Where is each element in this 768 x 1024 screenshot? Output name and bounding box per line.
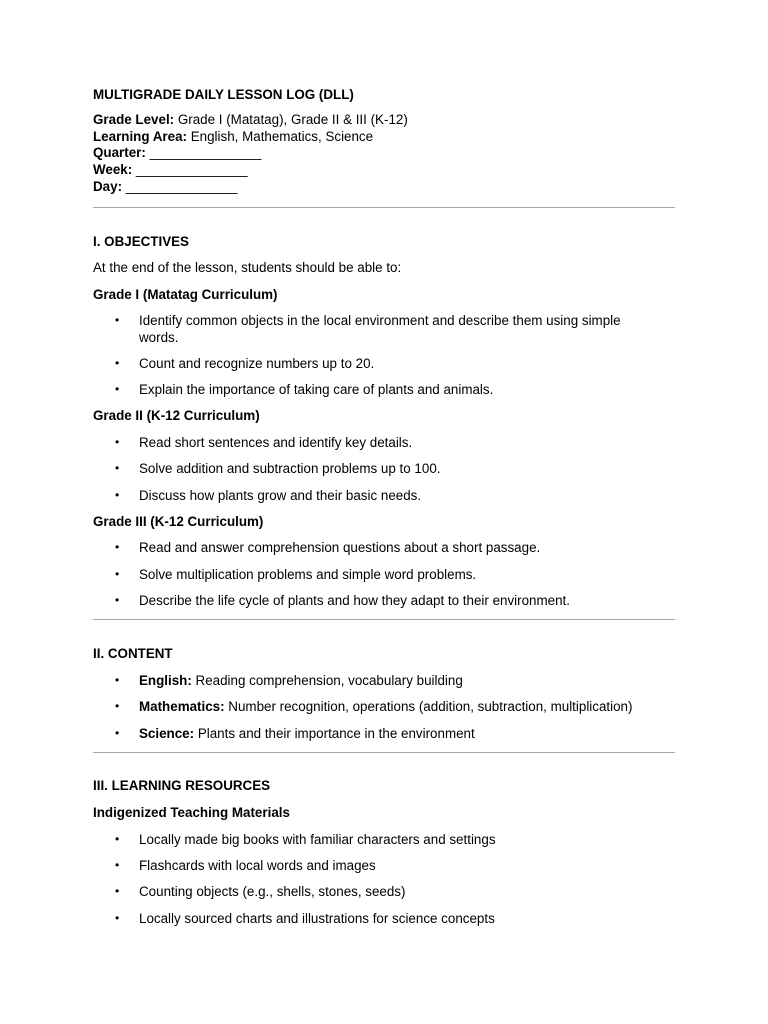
- objectives-intro: At the end of the lesson, students should be able to:: [93, 260, 402, 275]
- resources-subheading: Indigenized Teaching Materials: [93, 805, 290, 820]
- bullet-icon: •: [115, 382, 120, 396]
- grade3-heading: Grade III (K-12 Curriculum): [93, 514, 264, 529]
- content-science-label: Science:: [139, 726, 195, 741]
- section-divider: [93, 619, 675, 620]
- learning-area-value: English, Mathematics, Science: [187, 128, 374, 144]
- list-item-text: Solve addition and subtraction problems up to 100.: [139, 461, 441, 476]
- grade-level-label: Grade Level:: [93, 112, 175, 127]
- list-item-text: Read short sentences and identify key details.: [139, 435, 413, 450]
- list-item-text: Locally sourced charts and illustrations for science concepts: [139, 911, 495, 926]
- learning-area-line: [93, 129, 408, 146]
- list-item-text: [139, 673, 663, 690]
- week-line: [93, 162, 408, 179]
- bullet-icon: •: [115, 699, 120, 713]
- list-item-text: Solve multiplication problems and simple word problems.: [139, 567, 477, 582]
- list-item-text: Flashcards with local words and images: [139, 858, 376, 873]
- grade-level-line: [93, 112, 408, 129]
- bullet-icon: •: [115, 356, 120, 370]
- bullet-icon: •: [115, 313, 120, 327]
- section-divider: [93, 207, 675, 208]
- bullet-icon: •: [115, 726, 120, 740]
- list-item-text: Read and answer comprehension questions about a short passage.: [139, 540, 541, 555]
- grade2-heading: Grade II (K-12 Curriculum): [93, 408, 260, 423]
- grade1-heading: Grade I (Matatag Curriculum): [93, 287, 278, 302]
- lesson-meta: [93, 112, 408, 196]
- day-label: Day:: [93, 178, 123, 194]
- list-item-text: Identify common objects in the local environment and describe them using simple words.: [139, 313, 621, 345]
- day-line: [93, 179, 408, 196]
- list-item-text: Discuss how plants grow and their basic needs.: [139, 488, 422, 503]
- bullet-icon: •: [115, 488, 120, 502]
- grade-level-value: Grade I (Matatag), Grade II & III (K-12): [174, 112, 408, 127]
- list-item-text: [139, 699, 663, 716]
- resources-heading: III. LEARNING RESOURCES: [93, 778, 271, 793]
- list-item-text: [139, 726, 663, 743]
- bullet-icon: •: [115, 911, 120, 925]
- content-math-label: Mathematics:: [139, 699, 225, 714]
- bullet-icon: •: [115, 435, 120, 449]
- section-divider: [93, 752, 675, 753]
- list-item-text: Counting objects (e.g., shells, stones, seeds): [139, 884, 406, 899]
- list-item-text: Locally made big books with familiar characters and settings: [139, 832, 496, 847]
- list-item-text: Explain the importance of taking care of plants and animals.: [139, 382, 494, 397]
- bullet-icon: •: [115, 461, 120, 475]
- list-item-text: Count and recognize numbers up to 20.: [139, 356, 375, 371]
- objectives-heading: I. OBJECTIVES: [93, 234, 189, 249]
- day-blank: _______________: [122, 178, 238, 194]
- learning-area-label: Learning Area:: [93, 128, 188, 144]
- content-heading: II. CONTENT: [93, 646, 173, 661]
- content-english-text: Reading comprehension, vocabulary building: [191, 673, 463, 688]
- content-math-text: Number recognition, operations (addition, subtraction, multiplication): [224, 699, 633, 714]
- quarter-blank: _______________: [145, 145, 262, 161]
- week-blank: _______________: [132, 162, 248, 178]
- content-science-text: Plants and their importance in the environment: [194, 726, 475, 741]
- content-english-label: English:: [139, 673, 192, 688]
- bullet-icon: •: [115, 673, 120, 687]
- quarter-label: Quarter:: [93, 145, 146, 161]
- bullet-icon: •: [115, 593, 120, 607]
- bullet-icon: •: [115, 567, 120, 581]
- bullet-icon: •: [115, 540, 120, 554]
- bullet-icon: •: [115, 832, 120, 846]
- bullet-icon: •: [115, 884, 120, 898]
- bullet-icon: •: [115, 858, 120, 872]
- week-label: Week:: [93, 162, 133, 178]
- quarter-line: [93, 145, 408, 162]
- list-item-text: Describe the life cycle of plants and how they adapt to their environment.: [139, 593, 570, 608]
- document-title: MULTIGRADE DAILY LESSON LOG (DLL): [93, 87, 354, 102]
